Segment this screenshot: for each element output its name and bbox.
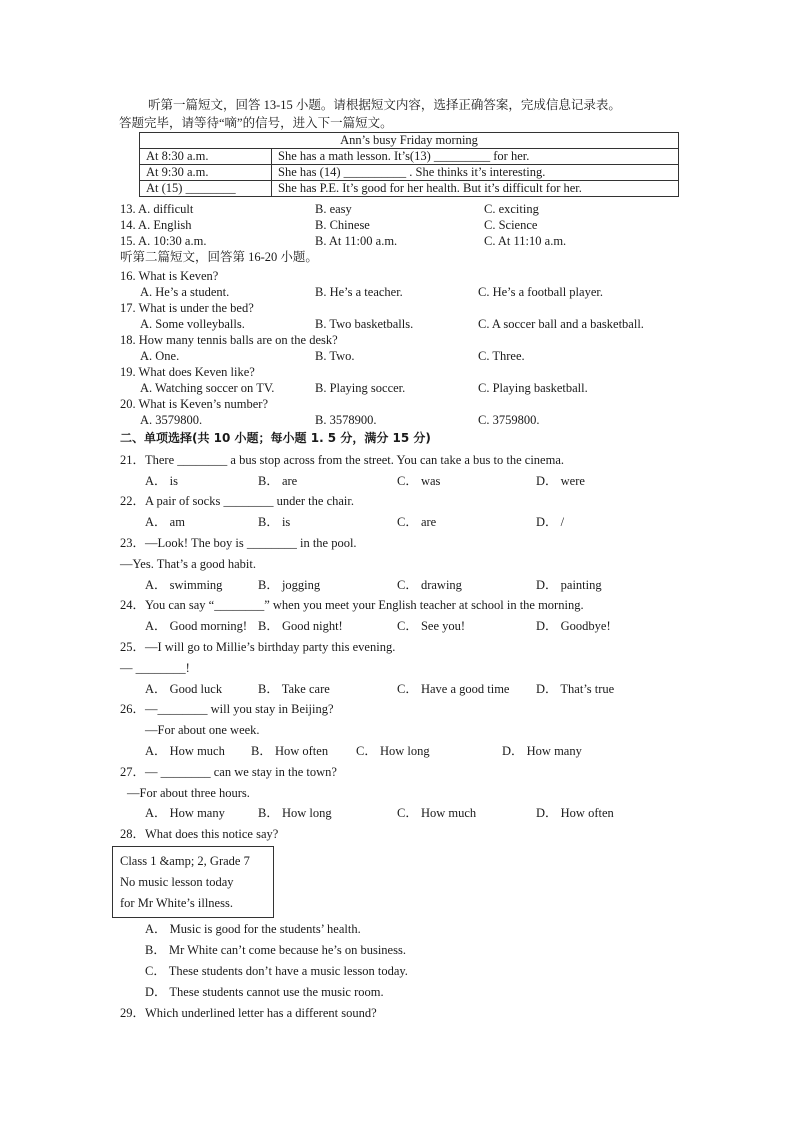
table-title-row	[140, 133, 679, 149]
q23-option-c: C． drawing	[397, 578, 462, 592]
q22-option-a: A． am	[145, 515, 185, 529]
q17-option-c: C. A soccer ball and a basketball.	[478, 317, 644, 331]
q23-option-b: B． jogging	[258, 578, 321, 592]
q20-option-a: A. 3579800.	[140, 413, 203, 427]
q26-response: —For about one week.	[145, 723, 260, 737]
q20-question: 20. What is Keven’s number?	[120, 397, 268, 411]
q23-question: 23．—Look! The boy is ________ in the pool.	[120, 536, 357, 550]
q26-option-a: A． How much	[145, 744, 225, 758]
q25-option-d: D． That’s true	[536, 682, 615, 696]
q20-option-b: B. 3578900.	[315, 413, 377, 427]
info-record-table	[139, 132, 679, 197]
q17-question: 17. What is under the bed?	[120, 301, 254, 315]
q21-question: 21．There ________ a bus stop across from the street. You can take a bus to the cinema.	[120, 453, 564, 467]
q21-option-c: C． was	[397, 474, 441, 488]
q25-question: 25．—I will go to Millie’s birthday party this evening.	[120, 640, 396, 654]
q27-option-c: C． How much	[397, 806, 477, 820]
q25-option-a: A． Good luck	[145, 682, 223, 696]
q15-option-a: 15. A. 10:30 a.m.	[120, 234, 207, 248]
q24-option-c: C． See you!	[397, 619, 466, 633]
table-cell-desc: She has (14) __________ . She thinks it’s interesting.	[272, 165, 679, 181]
table-row	[140, 181, 679, 197]
q23-response: —Yes. That’s a good habit.	[120, 557, 256, 571]
q28-question: 28．What does this notice say?	[120, 827, 279, 841]
table-cell-desc: She has P.E. It’s good for her health. But it’s difficult for her.	[272, 181, 679, 197]
q24-option-a: A． Good morning!	[145, 619, 248, 633]
q24-option-d: D． Goodbye!	[536, 619, 611, 633]
q24-question: 24．You can say “________” when you meet your English teacher at school in the morning.	[120, 598, 584, 612]
q25-response: — ________!	[120, 661, 190, 675]
listening-intro-line1: 听第一篇短文，回答 13-15 小题。请根据短文内容，选择正确答案，完成信息记录表。	[148, 98, 621, 112]
q27-option-b: B． How long	[258, 806, 332, 820]
q21-option-b: B． are	[258, 474, 298, 488]
listening-intro-2: 听第二篇短文，回答第 16-20 小题。	[120, 250, 318, 264]
notice-line: No music lesson today	[120, 875, 234, 889]
q19-option-a: A. Watching soccer on TV.	[140, 381, 275, 395]
q18-option-b: B. Two.	[315, 349, 355, 363]
q19-option-c: C. Playing basketball.	[478, 381, 588, 395]
q28-option-d: D． These students cannot use the music room.	[145, 985, 384, 999]
q13-option-c: C. exciting	[484, 202, 539, 216]
q26-option-d: D． How many	[502, 744, 582, 758]
q19-question: 19. What does Keven like?	[120, 365, 255, 379]
table-title: Ann’s busy Friday morning	[140, 133, 679, 149]
q18-question: 18. How many tennis balls are on the desk?	[120, 333, 338, 347]
q20-option-c: C. 3759800.	[478, 413, 540, 427]
q21-option-d: D． were	[536, 474, 585, 488]
q17-option-b: B. Two basketballs.	[315, 317, 414, 331]
table-cell-time: At 8:30 a.m.	[140, 149, 272, 165]
q22-option-d: D． /	[536, 515, 565, 529]
q16-option-b: B. He’s a teacher.	[315, 285, 403, 299]
notice-line: for Mr White’s illness.	[120, 896, 233, 910]
table-cell-time: At 9:30 a.m.	[140, 165, 272, 181]
q28-option-c: C． These students don’t have a music lesson today.	[145, 964, 408, 978]
notice-line: Class 1 &amp; 2, Grade 7	[120, 854, 250, 868]
q24-option-b: B． Good night!	[258, 619, 343, 633]
table-cell-desc: She has a math lesson. It’s(13) _________ for her.	[272, 149, 679, 165]
q15-option-b: B. At 11:00 a.m.	[315, 234, 398, 248]
q26-question: 26．—________ will you stay in Beijing?	[120, 702, 334, 716]
notice-box	[112, 846, 274, 918]
q16-question: 16. What is Keven?	[120, 269, 219, 283]
q21-option-a: A． is	[145, 474, 178, 488]
q19-option-b: B. Playing soccer.	[315, 381, 406, 395]
q16-option-a: A. He’s a student.	[140, 285, 230, 299]
q26-option-c: C． How long	[356, 744, 430, 758]
q26-option-b: B． How often	[251, 744, 329, 758]
q23-option-a: A． swimming	[145, 578, 223, 592]
q28-option-b: B． Mr White can’t come because he’s on business.	[145, 943, 406, 957]
table-cell-time: At (15) ________	[140, 181, 272, 197]
q23-option-d: D． painting	[536, 578, 602, 592]
q22-option-b: B． is	[258, 515, 291, 529]
table-row	[140, 165, 679, 181]
q18-option-c: C. Three.	[478, 349, 525, 363]
q13-option-b: B. easy	[315, 202, 352, 216]
q13-option-a: 13. A. difficult	[120, 202, 194, 216]
q25-option-b: B． Take care	[258, 682, 330, 696]
q14-option-a: 14. A. English	[120, 218, 192, 232]
q27-response: —For about three hours.	[127, 786, 250, 800]
q27-question: 27．— ________ can we stay in the town?	[120, 765, 337, 779]
q27-option-d: D． How often	[536, 806, 614, 820]
q22-option-c: C． are	[397, 515, 437, 529]
q28-option-a: A． Music is good for the students’ health.	[145, 922, 361, 936]
q17-option-a: A. Some volleyballs.	[140, 317, 245, 331]
q14-option-b: B. Chinese	[315, 218, 370, 232]
q15-option-c: C. At 11:10 a.m.	[484, 234, 567, 248]
q14-option-c: C. Science	[484, 218, 538, 232]
listening-intro-line2: 答题完毕，请等待“嘀”的信号，进入下一篇短文。	[119, 116, 393, 130]
q18-option-a: A. One.	[140, 349, 180, 363]
table-row	[140, 149, 679, 165]
q25-option-c: C． Have a good time	[397, 682, 510, 696]
q27-option-a: A． How many	[145, 806, 225, 820]
q16-option-c: C. He’s a football player.	[478, 285, 603, 299]
q29-question: 29．Which underlined letter has a different sound?	[120, 1006, 377, 1020]
section-2-header: 二、单项选择(共 10 小题；每小题 1. 5 分，满分 15 分)	[120, 431, 431, 445]
q22-question: 22．A pair of socks ________ under the chair.	[120, 494, 354, 508]
